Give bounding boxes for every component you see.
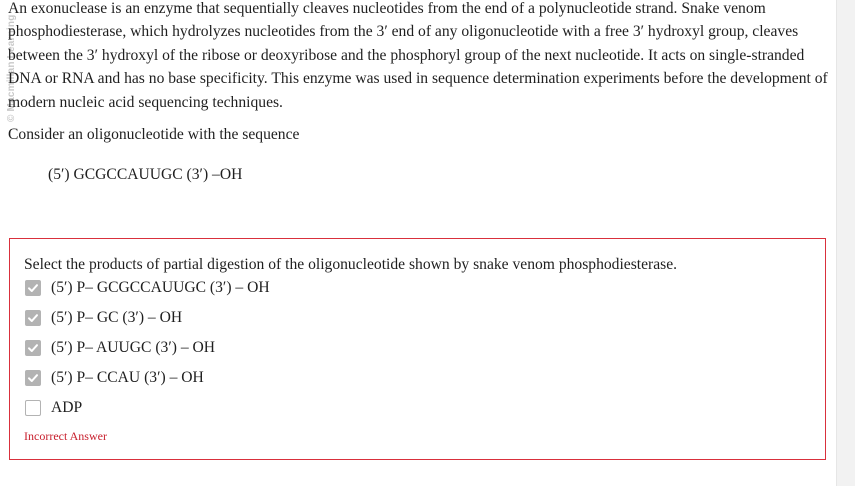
- intro-paragraph: An exonuclease is an enzyme that sequentially cleaves nucleotides from the end of a polynucleotide strand. Snake venom phosphodiesterase, which hydrolyzes nucleotides from the 3′ end of any oligonucleotide with a free 3′ hydroxyl group, cleaves between the 3′ hydroxyl of the ribose or deoxyribose and the phosphoryl group of the next nucleotide. It acts on single-stranded DNA or RNA and has no base specificity. This enzyme was used in sequence determination experiments before the development of modern nucleic acid sequencing techniques.: [8, 0, 828, 111]
- question-panel: [9, 238, 826, 460]
- question-prompt: Select the products of partial digestion of the oligonucleotide shown by snake venom phosphodiesterase.: [24, 256, 678, 273]
- answer-option-4[interactable]: [25, 368, 204, 388]
- watermark-text: © Macmillan Learning: [6, 14, 17, 122]
- answer-option-1[interactable]: [25, 278, 270, 298]
- scrollbar-track[interactable]: [836, 0, 855, 486]
- answer-option-3[interactable]: [25, 338, 215, 358]
- answer-option-label: (5′) P– CCAU (3′) – OH: [51, 369, 204, 386]
- answer-option-label: (5′) P– GC (3′) – OH: [51, 309, 183, 326]
- checkbox-4[interactable]: [25, 370, 41, 386]
- checkbox-1[interactable]: [25, 280, 41, 296]
- checkmark-icon: [27, 312, 39, 324]
- publisher-watermark: [0, 4, 17, 124]
- checkbox-3[interactable]: [25, 340, 41, 356]
- answer-option-label: (5′) P– GCGCCAUUGC (3′) – OH: [51, 279, 270, 296]
- feedback-message: Incorrect Answer: [24, 429, 107, 443]
- oligonucleotide-sequence: (5′) GCGCCAUUGC (3′) –OH: [48, 166, 243, 183]
- checkbox-5[interactable]: [25, 400, 41, 416]
- consider-text: Consider an oligonucleotide with the sequence: [8, 126, 300, 143]
- answer-option-label: (5′) P– AUUGC (3′) – OH: [51, 339, 216, 356]
- checkmark-icon: [27, 342, 39, 354]
- checkmark-icon: [27, 282, 39, 294]
- answer-option-5[interactable]: [25, 398, 82, 418]
- answer-option-label: ADP: [51, 399, 83, 416]
- checkmark-icon: [27, 372, 39, 384]
- answer-option-2[interactable]: [25, 308, 182, 328]
- checkbox-2[interactable]: [25, 310, 41, 326]
